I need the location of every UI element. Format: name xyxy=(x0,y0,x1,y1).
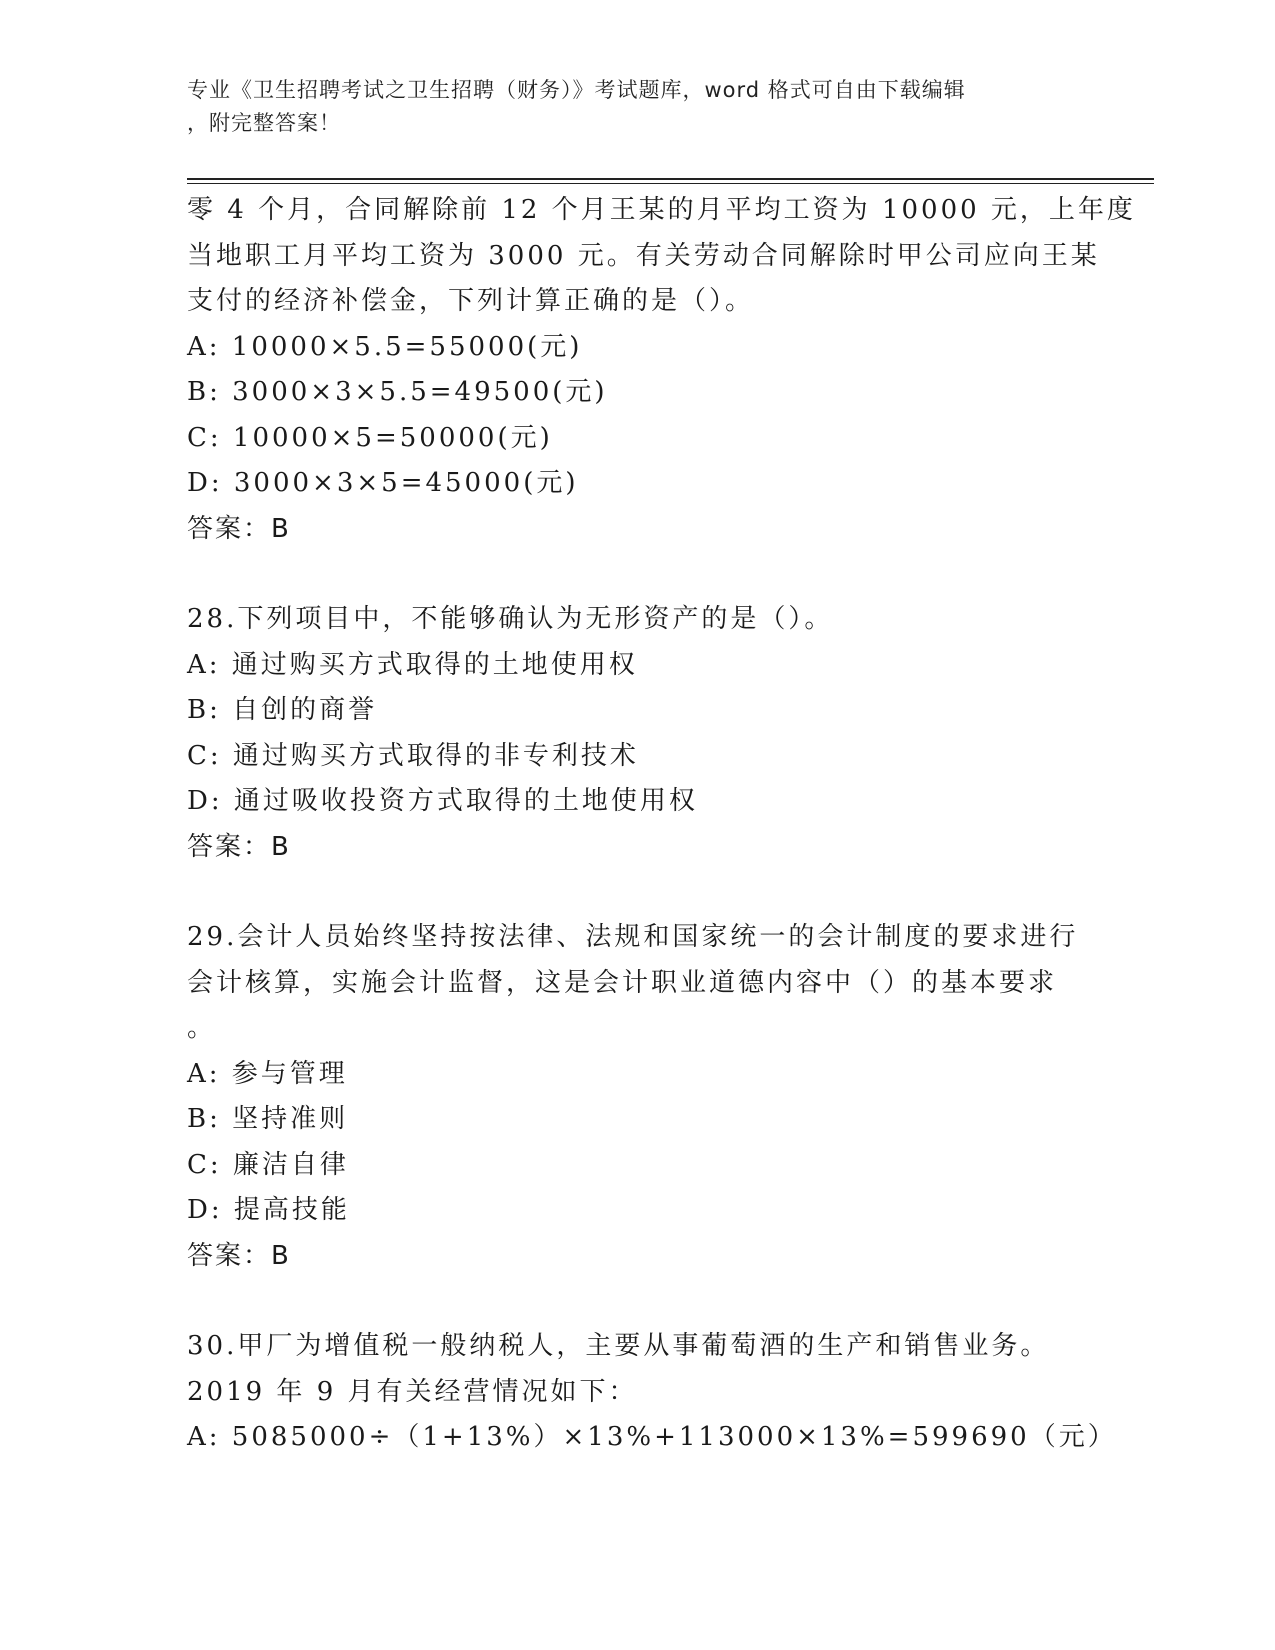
question-text-line: 30.甲厂为增值税一般纳税人，主要从事葡萄酒的生产和销售业务。 xyxy=(187,1331,1050,1361)
option-d: D: 3000×3×5=45000(元) xyxy=(187,468,579,498)
answer-line: 答案：B xyxy=(187,513,291,544)
question-text-line: 28.下列项目中，不能够确认为无形资产的是（）。 xyxy=(187,604,834,634)
spacer xyxy=(187,552,1087,597)
question-27 xyxy=(187,188,1136,552)
question-text-line: 会计核算，实施会计监督，这是会计职业道德内容中（）的基本要求 xyxy=(187,967,1058,998)
option-d: D: 通过吸收投资方式取得的土地使用权 xyxy=(187,786,698,816)
option-b: B: 3000×3×5.5=49500(元) xyxy=(187,377,608,407)
question-text-line: 2019 年 9 月有关经营情况如下： xyxy=(187,1376,638,1407)
question-29 xyxy=(187,915,1087,1279)
answer-line: 答案：B xyxy=(187,831,291,862)
header-title-line-2: ，附完整答案！ xyxy=(187,111,341,135)
header-divider-thin xyxy=(187,183,1154,184)
option-d: D: 提高技能 xyxy=(187,1195,350,1225)
question-28 xyxy=(187,597,1087,870)
option-a: A: 5085000÷（1+13%）×13%+113000×13%=599690（元） xyxy=(187,1422,1117,1452)
question-text-line: 当地职工月平均工资为 3000 元。有关劳动合同解除时甲公司应向王某 xyxy=(187,240,1100,271)
option-c: C: 廉洁自律 xyxy=(187,1149,349,1180)
question-text-line: 零 4 个月，合同解除前 12 个月王某的月平均工资为 10000 元，上年度 xyxy=(187,195,1136,225)
question-30 xyxy=(187,1324,1117,1461)
option-a: A: 通过购买方式取得的土地使用权 xyxy=(187,649,638,680)
question-text-line: 。 xyxy=(187,1013,217,1043)
spacer xyxy=(187,870,1087,915)
option-a: A: 10000×5.5=55000(元) xyxy=(187,331,583,362)
option-b: B: 坚持准则 xyxy=(187,1104,349,1134)
question-text-line: 支付的经济补偿金，下列计算正确的是（）。 xyxy=(187,286,755,316)
spacer xyxy=(187,1279,1087,1324)
option-c: C: 通过购买方式取得的非专利技术 xyxy=(187,740,639,771)
question-text-line: 29.会计人员始终坚持按法律、法规和国家统一的会计制度的要求进行 xyxy=(187,922,1079,952)
option-b: B: 自创的商誉 xyxy=(187,695,378,725)
answer-line: 答案：B xyxy=(187,1240,291,1271)
header-title-line-1: 专业《卫生招聘考试之卫生招聘（财务）》考试题库，word 格式可自由下载编辑 xyxy=(187,78,966,102)
header-divider-thick xyxy=(187,178,1154,180)
page-header xyxy=(187,74,1067,140)
option-a: A: 参与管理 xyxy=(187,1058,348,1089)
option-c: C: 10000×5=50000(元) xyxy=(187,422,553,453)
document-body xyxy=(187,188,1136,1461)
